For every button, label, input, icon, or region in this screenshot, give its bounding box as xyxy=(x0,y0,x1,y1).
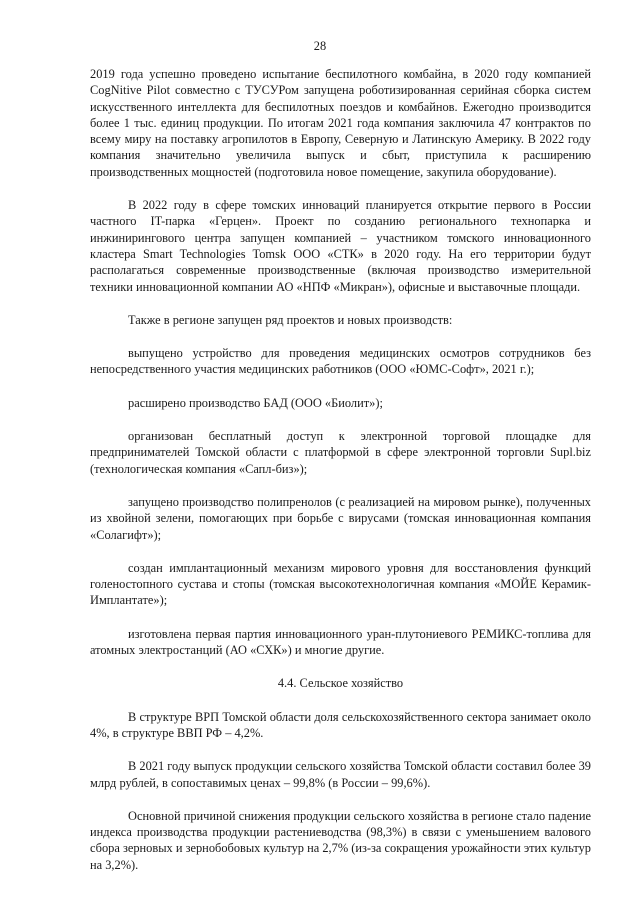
list-item-remix-fuel: изготовлена первая партия инновационного уран-плутониевого РЕМИКС-топлива для атомных электростанций (АО «СХК») и многие другие. xyxy=(90,626,591,658)
paragraph-cognitive-pilot: 2019 года успешно проведено испытание беспилотного комбайна, в 2020 году компанией CogNitive Pilot совместно с ТУСУРом запущена роботизированная серийная сборка систем искусственного интеллекта для беспилотных поездов и комбайнов. Ежегодно производится более 1 тыс. единиц продукции. По итогам 2021 года компания заключила 47 контрактов по всему миру на поставку агропилотов в Европу, Северную и Латинскую Америку. В 2022 году компания значительно увеличила выпуск и сбыт, приступила к расширению производственных мощностей (подготовила новое помещение, закупила оборудование). xyxy=(90,67,591,179)
list-item-polyprenols: запущено производство полипренолов (с реализацией на мировом рынке), полученных из хвойной зелени, помогающих при борьбе с вирусами (томская инновационная компания «Солагифт»); xyxy=(90,494,591,542)
section-heading-agriculture: 4.4. Сельское хозяйство xyxy=(277,676,404,691)
list-item-implant: создан имплантационный механизм мирового уровня для восстановления функций голеностопного сустава и стопы (томская высокотехнологичная компания «МОЙЕ Керамик-Имплантате»); xyxy=(90,560,591,608)
list-item-supl-biz: организован бесплатный доступ к электронной торговой площадке для предпринимателей Томской области с платформой в сфере электронной торговли Supl.biz (технологическая компания «Сапл-биз»); xyxy=(90,429,591,476)
list-item-medical-device: выпущено устройство для проведения медицинских осмотров сотрудников без непосредственного участия медицинских работников (ООО «ЮМС-Софт», 2021 г.); xyxy=(90,346,591,377)
page-number: 28 xyxy=(313,39,327,53)
paragraph-agri-output-2021: В 2021 году выпуск продукции сельского хозяйства Томской области составил более 39 млрд рублей, в сопоставимых ценах – 99,8% (в России – 99,6%). xyxy=(90,759,591,790)
paragraph-decline-reason: Основной причиной снижения продукции сельского хозяйства в регионе стало падение индекса производства продукции растениеводства (98,3%) в связи с уменьшением валового сбора зерновых и зернобобовых культур на 2,7% (из-за сокращения урожайности этих культур на 3,2%). xyxy=(90,808,591,872)
paragraph-projects-intro: Также в регионе запущен ряд проектов и новых производств: xyxy=(128,312,453,327)
list-item-bad-production: расширено производство БАД (ООО «Биолит»); xyxy=(128,395,383,410)
paragraph-vrp-share: В структуре ВРП Томской области доля сельскохозяйственного сектора занимает около 4%, в структуре ВВП РФ – 4,2%. xyxy=(90,709,591,740)
paragraph-it-park-gertsen: В 2022 году в сфере томских инноваций планируется открытие первого в России частного IT-парка «Герцен». Проект по созданию регионального технопарка и инжинирингового центра запущен компанией – участником томского инновационного кластера Smart Technologies Tomsk ООО «СТК» в 2020 году. На его территории будут располагаться современные производственные (включая производство измерительной техники инновационной компании АО «НПФ «Микран»), офисные и выставочные площади. xyxy=(90,198,591,294)
page-content xyxy=(90,66,591,890)
